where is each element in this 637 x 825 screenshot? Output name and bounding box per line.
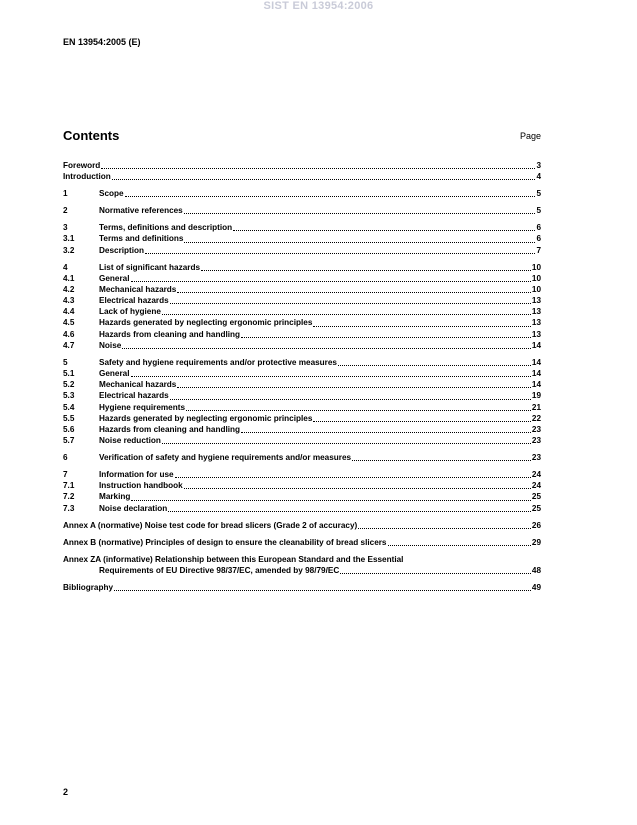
toc-entry-title: Scope [99, 189, 124, 199]
toc-entry[interactable] [63, 160, 541, 171]
dot-leader [162, 442, 531, 444]
toc-entry[interactable] [63, 379, 541, 390]
toc-entry[interactable] [63, 565, 541, 576]
toc-entry-title: List of significant hazards [99, 262, 200, 272]
toc-entry-number: 4 [63, 262, 68, 272]
toc-entry-number: 7.2 [63, 492, 75, 502]
toc-entry-page: 48 [531, 565, 541, 575]
toc-entry[interactable] [63, 469, 541, 480]
dot-leader [162, 313, 531, 315]
toc-entry-title: Verification of safety and hygiene requirements and/or measures [99, 453, 352, 463]
toc-entry-title: Terms and definitions [99, 234, 184, 244]
toc-entry-page: 14 [531, 357, 541, 367]
toc-entry-page: 7 [536, 245, 541, 255]
toc-entry[interactable] [63, 205, 541, 216]
toc-entry-number: 7.3 [63, 503, 75, 513]
toc-entry-title: Annex B (normative) Principles of design to ensure the cleanability of bread slicers [63, 537, 387, 547]
toc-entry-page: 24 [531, 481, 541, 491]
toc-entry[interactable] [63, 188, 541, 199]
toc-entry-title: Description [99, 245, 145, 255]
toc-entry-title: Terms, definitions and description [99, 223, 233, 233]
toc-entry-number: 3.1 [63, 234, 75, 244]
toc-entry-page: 5 [536, 206, 541, 216]
dot-leader [313, 420, 531, 422]
toc-entry-number: 5.5 [63, 413, 75, 423]
toc-entry-number: 7 [63, 470, 68, 480]
toc-entry-title: Marking [99, 492, 131, 502]
toc-entry[interactable] [63, 306, 541, 317]
toc-entry-title: Hazards from cleaning and handling [99, 424, 241, 434]
toc-entry[interactable] [63, 390, 541, 401]
toc-entry-title: Hygiene requirements [99, 402, 185, 412]
toc-entry-page: 23 [531, 424, 541, 434]
toc-entry-page: 23 [531, 453, 541, 463]
toc-entry-number: 4.1 [63, 273, 75, 283]
toc-entry[interactable] [63, 491, 541, 502]
toc-entry-number: 7.1 [63, 481, 75, 491]
toc-entry-page: 6 [536, 223, 541, 233]
toc-entry-number: 4.5 [63, 318, 75, 328]
toc-entry[interactable] [63, 480, 541, 491]
toc-entry-page: 14 [531, 340, 541, 350]
toc-entry-number: 4.4 [63, 307, 75, 317]
toc-entry-page: 14 [531, 368, 541, 378]
dot-leader [186, 409, 531, 411]
dot-leader [175, 476, 531, 478]
toc-entry-number: 3.2 [63, 245, 75, 255]
watermark: SIST EN 13954:2006 [263, 0, 374, 12]
dot-leader [112, 178, 536, 180]
dot-leader [177, 291, 531, 293]
toc-entry[interactable] [63, 329, 541, 340]
toc-entry-page: 10 [531, 262, 541, 272]
dot-leader [122, 347, 531, 349]
dot-leader [131, 280, 531, 282]
toc-entry-page: 4 [536, 172, 541, 182]
dot-leader [170, 398, 531, 400]
dot-leader [241, 431, 531, 433]
toc-entry-title: Foreword [63, 161, 101, 170]
toc-entry[interactable] [63, 295, 541, 306]
toc-entry[interactable] [63, 284, 541, 295]
toc-entry-title: General [99, 273, 130, 283]
dot-leader [388, 544, 531, 546]
dot-leader [358, 527, 531, 529]
toc-entry-title: Mechanical hazards [99, 380, 177, 390]
toc-entry[interactable] [63, 413, 541, 424]
dot-leader [145, 252, 535, 254]
toc-entry[interactable] [63, 402, 541, 413]
dot-leader [131, 499, 530, 501]
toc-entry-page: 29 [531, 537, 541, 547]
toc-entry[interactable] [63, 435, 541, 446]
page-number: 2 [63, 787, 69, 797]
document-reference: EN 13954:2005 (E) [63, 37, 141, 47]
toc-entry-number: 1 [63, 189, 68, 199]
toc-entry-title: Requirements of EU Directive 98/37/EC, amended by 98/79/EC [99, 565, 340, 575]
toc-entry[interactable] [63, 340, 541, 351]
toc-entry-title: Noise [99, 340, 122, 350]
toc-entry-page: 10 [531, 273, 541, 283]
toc-entry-title: Electrical hazards [99, 296, 169, 306]
toc-entry[interactable] [63, 554, 541, 565]
toc-entry-title: Annex A (normative) Noise test code for bread slicers (Grade 2 of accuracy) [63, 520, 358, 530]
dot-leader [313, 325, 531, 327]
toc-entry-title: Normative references [99, 206, 183, 216]
toc-entry-title: Introduction [63, 172, 111, 182]
toc-entry-number: 5.6 [63, 424, 75, 434]
toc-entry-page: 19 [531, 391, 541, 401]
toc-entry[interactable] [63, 233, 541, 244]
toc-entry[interactable] [63, 262, 541, 273]
toc-entry-number: 5.3 [63, 391, 75, 401]
toc-entry[interactable] [63, 503, 541, 514]
toc-entry[interactable] [63, 452, 541, 463]
toc-entry-page: 13 [531, 329, 541, 339]
toc-entry-page: 10 [531, 284, 541, 294]
toc-entry-page: 5 [536, 189, 541, 199]
dot-leader [201, 269, 531, 271]
dot-leader [340, 572, 531, 574]
toc-entry[interactable] [63, 582, 541, 593]
toc-entry-title: Annex ZA (informative) Relationship between this European Standard and the Essential [63, 554, 404, 564]
toc-entry-page: 22 [531, 413, 541, 423]
dot-leader [184, 241, 535, 243]
toc-entry-title: Noise declaration [99, 503, 168, 513]
toc-entry[interactable] [63, 368, 541, 379]
toc-entry-number: 3 [63, 223, 68, 233]
dot-leader [168, 510, 531, 512]
toc-entry-page: 13 [531, 296, 541, 306]
toc-entry-number: 5.7 [63, 436, 75, 446]
toc-entry-page: 21 [531, 402, 541, 412]
toc-entry-title: Information for use [99, 470, 174, 480]
toc-entry[interactable] [63, 222, 541, 233]
toc-entry-page: 25 [531, 492, 541, 502]
toc-entry[interactable] [63, 245, 541, 256]
toc-entry-page: 23 [531, 436, 541, 446]
toc-entry-number: 5.4 [63, 402, 75, 412]
toc-entry-number: 2 [63, 206, 68, 216]
toc-entry-number: 4.7 [63, 340, 75, 350]
toc-entry-page: 6 [536, 234, 541, 244]
toc-entry-number: 6 [63, 453, 68, 463]
toc-entry[interactable] [63, 357, 541, 368]
dot-leader [177, 386, 531, 388]
toc-entry-number: 5.2 [63, 380, 75, 390]
page-column-label: Page [519, 131, 541, 141]
dot-leader [101, 167, 535, 169]
toc-entry-title: Hazards generated by neglecting ergonomic principles [99, 318, 313, 328]
dot-leader [241, 336, 531, 338]
toc-entry-number: 5.1 [63, 368, 75, 378]
toc-entry[interactable] [63, 171, 541, 182]
dot-leader [114, 589, 531, 591]
toc-entry-title: Safety and hygiene requirements and/or protective measures [99, 357, 337, 367]
dot-leader [170, 302, 531, 304]
toc-entry[interactable] [63, 273, 541, 284]
toc-entry-title: Mechanical hazards [99, 284, 177, 294]
toc-entry-page: 13 [531, 318, 541, 328]
dot-leader [125, 195, 536, 197]
table-of-contents [63, 160, 541, 593]
toc-entry-title: Bibliography [63, 582, 114, 592]
toc-entry[interactable] [63, 520, 541, 531]
toc-entry-title: General [99, 368, 130, 378]
toc-entry-number: 4.2 [63, 284, 75, 294]
toc-entry-number: 4.6 [63, 329, 75, 339]
toc-entry-title: Lack of hygiene [99, 307, 161, 317]
dot-leader [352, 459, 531, 461]
toc-entry-title: Hazards generated by neglecting ergonomic principles [99, 413, 313, 423]
toc-entry-page: 14 [531, 380, 541, 390]
dot-leader [184, 212, 536, 214]
toc-entry[interactable] [63, 537, 541, 548]
dot-leader [131, 375, 531, 377]
toc-entry-title: Noise reduction [99, 436, 161, 446]
toc-entry-page: 25 [531, 503, 541, 513]
toc-entry-number: 4.3 [63, 296, 75, 306]
toc-entry-page: 3 [536, 161, 541, 170]
toc-entry-page: 13 [531, 307, 541, 317]
toc-entry-page: 49 [531, 582, 541, 592]
toc-entry[interactable] [63, 424, 541, 435]
dot-leader [233, 229, 535, 231]
toc-entry-title: Hazards from cleaning and handling [99, 329, 241, 339]
toc-entry-page: 24 [531, 470, 541, 480]
toc-entry-title: Instruction handbook [99, 481, 183, 491]
toc-entry-title: Electrical hazards [99, 391, 169, 401]
page-title: Contents [63, 128, 120, 143]
dot-leader [338, 364, 531, 366]
dot-leader [184, 487, 531, 489]
toc-entry-number: 5 [63, 357, 68, 367]
toc-entry[interactable] [63, 317, 541, 328]
toc-entry-page: 26 [531, 520, 541, 530]
